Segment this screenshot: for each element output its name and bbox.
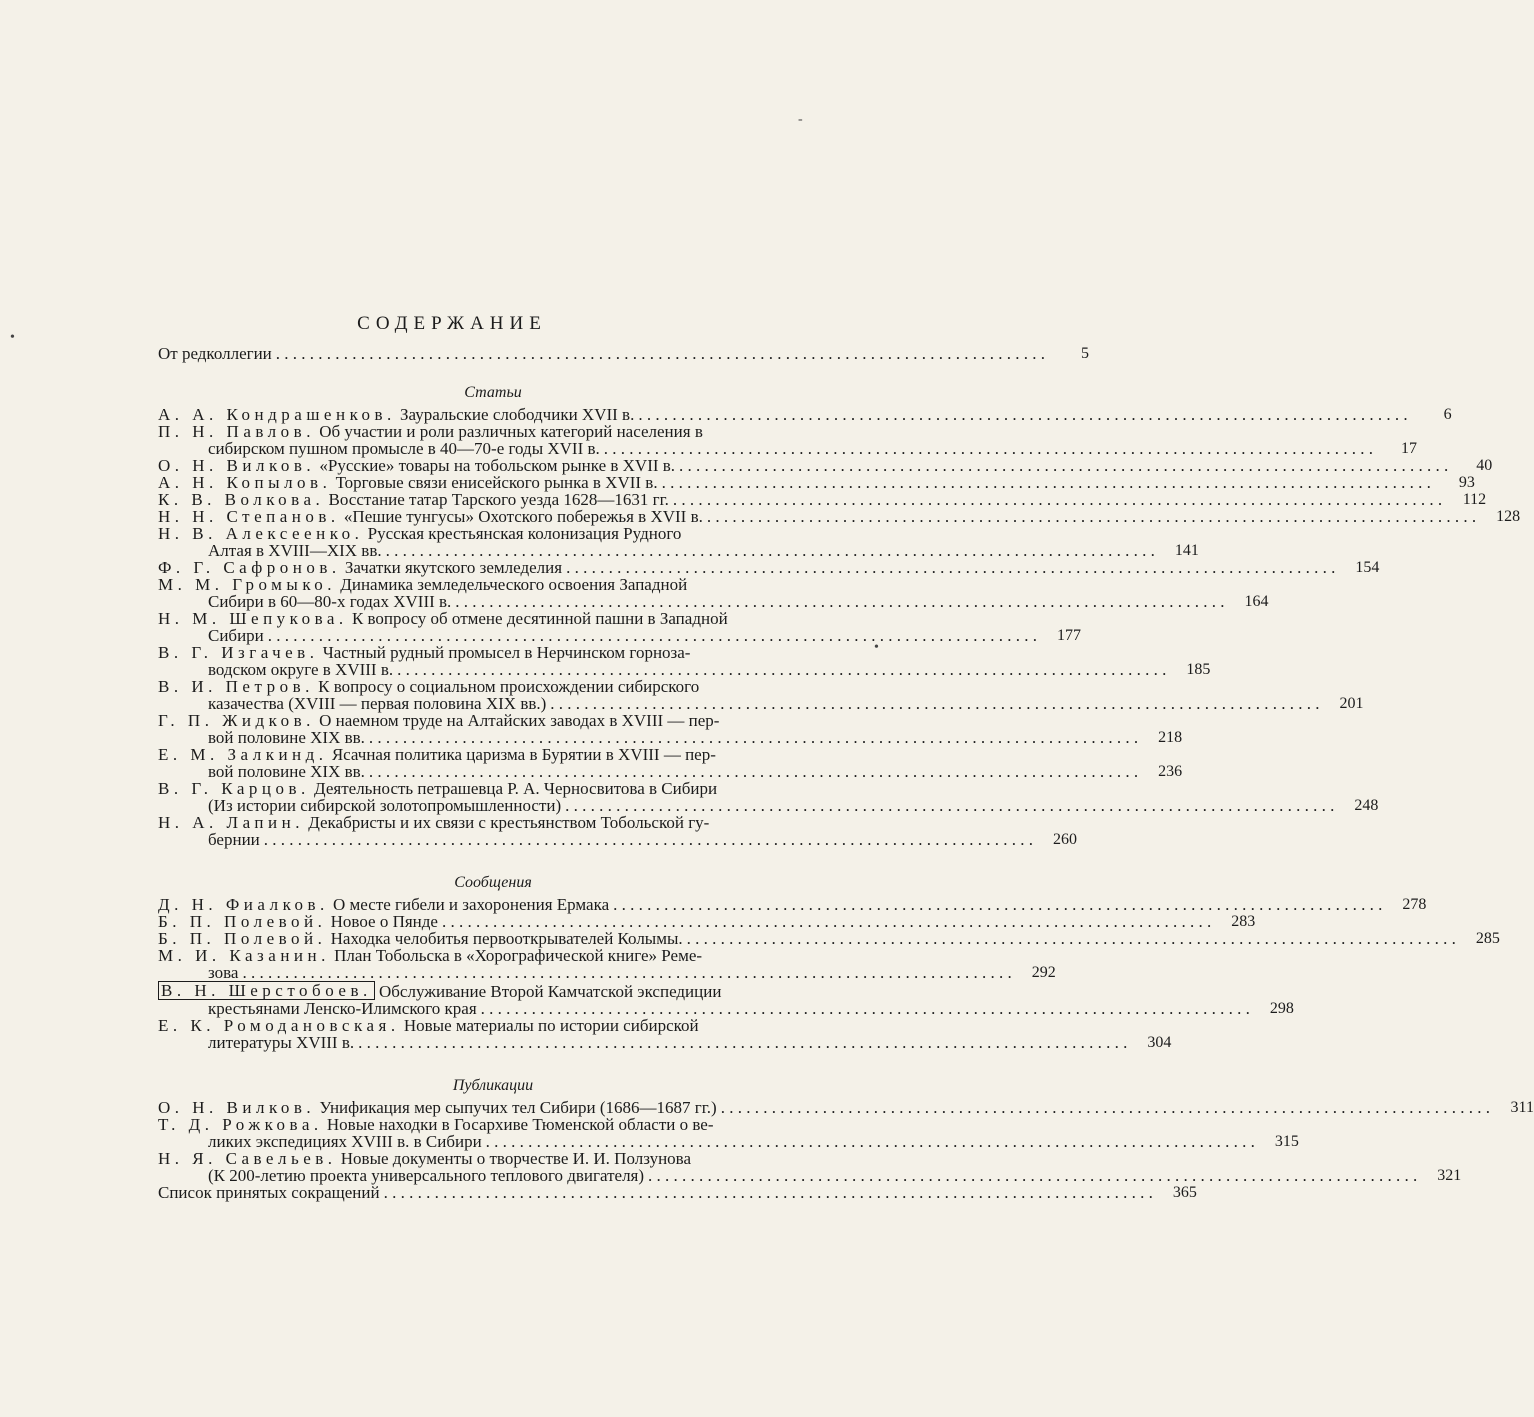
entry-author: Т. Д. Рожкова. xyxy=(158,1115,323,1134)
toc-entry xyxy=(158,1098,1534,1117)
entry-title-line: Новое о Пянде xyxy=(330,912,438,931)
entry-author: М. И. Казанин. xyxy=(158,946,330,965)
entry-title-line: Новые документы о творчестве И. И. Ползунова xyxy=(340,1149,692,1168)
toc-entry-abbreviations xyxy=(158,1183,1197,1202)
toc-entry xyxy=(158,779,1379,815)
entry-author: Н. М. Шепукова. xyxy=(158,609,348,628)
entry-title-line: Декабристы и их связи с крестьянством Тобольской гу- xyxy=(308,813,710,832)
section-heading-articles: Статьи xyxy=(464,384,522,401)
entry-title-line: ликих экспедициях XVIII в. в Сибири xyxy=(208,1132,482,1151)
entry-author: Б. П. Полевой. xyxy=(158,929,327,948)
entry-author: Г. П. Жидков. xyxy=(158,711,315,730)
page-number: 5 xyxy=(1081,345,1090,362)
entry-title: От редколлегии xyxy=(158,344,272,363)
page-title: СОДЕРЖАНИЕ xyxy=(357,313,547,334)
page-number: 177 xyxy=(1057,627,1082,644)
toc-entry xyxy=(158,1115,1299,1151)
page-number: 40 xyxy=(1476,457,1493,474)
toc-entry xyxy=(158,981,1294,1018)
entry-title-line: водском округе в XVIII в. xyxy=(208,660,394,679)
entry-title-line: Обслуживание Второй Камчатской экспедиции xyxy=(379,982,722,1001)
entry-author: В. И. Петров. xyxy=(158,677,314,696)
entry-author: Н. Н. Степанов. xyxy=(158,507,340,526)
page-number: 128 xyxy=(1496,508,1521,525)
page-number: 311 xyxy=(1510,1099,1534,1116)
entry-title-line: К вопросу об отмене десятинной пашни в Западной xyxy=(351,609,728,628)
entry-title-line: Динамика земледельческого освоения Западной xyxy=(340,575,688,594)
toc-entry xyxy=(158,813,1078,849)
entry-title-line: (К 200-летию проекта универсального теплового двигателя) xyxy=(208,1166,645,1185)
page-number: 164 xyxy=(1244,593,1269,610)
entry-author: П. Н. Павлов. xyxy=(158,422,315,441)
entry-author: К. В. Волкова. xyxy=(158,490,325,509)
entry-title-line: зова xyxy=(208,963,239,982)
entry-title-line: Зачатки якутского земледелия xyxy=(344,558,563,577)
messages-list xyxy=(158,895,1500,1052)
entry-title-line: бернии xyxy=(208,830,260,849)
toc-entry xyxy=(158,422,1418,458)
page-number: 218 xyxy=(1158,729,1183,746)
entry-title-line: Торговые связи енисейского рынка в XVII в. xyxy=(335,473,658,492)
entry-title-line: Деятельность петрашевца Р. А. Черносвитова в Сибири xyxy=(314,779,718,798)
page-number: 236 xyxy=(1158,763,1183,780)
page-number: 6 xyxy=(1443,406,1452,423)
entry-author: В. Г. Изгачев. xyxy=(158,643,319,662)
toc-entry xyxy=(158,558,1380,577)
publications-list xyxy=(158,1098,1534,1185)
entry-title-line: Сибири в 60—80-х годах XVIII в. xyxy=(208,592,452,611)
entry-title-line: (Из истории сибирской золотопромышленности) xyxy=(208,796,562,815)
toc-entry xyxy=(158,745,1183,781)
page-number: 365 xyxy=(1172,1184,1197,1201)
toc-entry xyxy=(158,609,1082,645)
section-heading-publications: Публикации xyxy=(452,1077,534,1094)
entry-title-line: О месте гибели и захоронения Ермака xyxy=(333,895,610,914)
entry-title-line: К вопросу о социальном происхождении сибирского xyxy=(318,677,700,696)
entry-title-line: вой половине XIX вв. xyxy=(208,728,365,747)
toc-entry xyxy=(158,1016,1172,1052)
entry-author: В. Н. Шерстобоев. xyxy=(158,981,375,1000)
entry-author: О. Н. Вилков. xyxy=(158,1098,316,1117)
articles-list xyxy=(158,405,1521,849)
table-of-contents xyxy=(158,344,1534,1202)
entry-author: А. Н. Копылов. xyxy=(158,473,332,492)
margin-mark: - xyxy=(798,112,803,127)
entry-author: А. А. Кондрашенков. xyxy=(158,405,396,424)
toc-entry xyxy=(158,711,1183,747)
page-number: 298 xyxy=(1269,1000,1294,1017)
toc-entry xyxy=(158,405,1452,424)
entry-title-line: Новые находки в Госархиве Тюменской области о ве- xyxy=(326,1115,714,1134)
entry-author: Д. Н. Фиалков. xyxy=(158,895,329,914)
entry-title-line: Зауральские слободчики XVII в. xyxy=(400,405,635,424)
toc-entry xyxy=(158,1149,1462,1185)
page-number: 185 xyxy=(1186,661,1211,678)
page-number: 112 xyxy=(1462,491,1487,508)
entry-title-line: Унификация мер сыпучих тел Сибири (1686—1687 гг.) xyxy=(319,1098,717,1117)
toc-entry xyxy=(158,929,1500,948)
entry-title-line: Ясачная политика царизма в Бурятии в XVIII — пер- xyxy=(331,745,716,764)
entry-author: В. Г. Карцов. xyxy=(158,779,310,798)
page-number: 248 xyxy=(1354,797,1379,814)
page-number: 283 xyxy=(1231,913,1256,930)
entry-author: М. М. Громыко. xyxy=(158,575,336,594)
entry-title: Список принятых сокращений xyxy=(158,1183,380,1202)
toc-entry xyxy=(158,912,1256,931)
page-number: 285 xyxy=(1475,930,1500,947)
page-number: 17 xyxy=(1401,440,1418,457)
toc-entry xyxy=(158,524,1199,560)
section-heading-messages: Сообщения xyxy=(454,874,532,891)
entry-title-line: Об участии и роли различных категорий населения в xyxy=(319,422,703,441)
page-number: 141 xyxy=(1174,542,1199,559)
toc-entry xyxy=(158,575,1269,611)
entry-title-line: сибирском пушном промысле в 40—70-е годы XVII в. xyxy=(208,439,600,458)
page-number: 201 xyxy=(1339,695,1364,712)
entry-title-line: вой половине XIX вв. xyxy=(208,762,365,781)
margin-mark: • xyxy=(10,330,15,345)
entry-title-line: Восстание татар Тарского уезда 1628—1631 гг. xyxy=(328,490,669,509)
toc-entry-intro xyxy=(158,344,1090,363)
entry-title-line: Новые материалы по истории сибирской xyxy=(403,1016,699,1035)
toc-entry xyxy=(158,490,1487,509)
entry-title-line: Русская крестьянская колонизация Рудного xyxy=(367,524,682,543)
entry-title-line: крестьянами Ленско-Илимского края xyxy=(208,999,477,1018)
toc-entry xyxy=(158,507,1521,526)
entry-author: Е. К. Ромодановская. xyxy=(158,1016,400,1035)
page-number: 315 xyxy=(1274,1133,1299,1150)
entry-author: Н. В. Алексеенко. xyxy=(158,524,364,543)
entry-title-line: «Русские» товары на тобольском рынке в XVII в. xyxy=(319,456,676,475)
toc-entry xyxy=(158,677,1364,713)
entry-title-line: План Тобольска в «Хорографической книге» Реме- xyxy=(334,946,703,965)
entry-author: О. Н. Вилков. xyxy=(158,456,316,475)
entry-title-line: Алтая в XVIII—XIX вв. xyxy=(208,541,382,560)
toc-entry xyxy=(158,643,1211,679)
toc-entry xyxy=(158,473,1475,492)
entry-author: Ф. Г. Сафронов. xyxy=(158,558,341,577)
entry-author: Н. Я. Савельев. xyxy=(158,1149,337,1168)
entry-title-line: Находка челобитья первооткрывателей Колымы. xyxy=(330,929,683,948)
page-number: 321 xyxy=(1437,1167,1462,1184)
toc-entry xyxy=(158,456,1493,475)
entry-title-line: «Пешие тунгусы» Охотского побережья в XVII в. xyxy=(343,507,703,526)
page-number: 93 xyxy=(1458,474,1475,491)
entry-author: Е. М. Залкинд. xyxy=(158,745,328,764)
entry-title-line: литературы XVIII в. xyxy=(208,1033,355,1052)
entry-title-line: Частный рудный промысел в Нерчинском горноза- xyxy=(322,643,691,662)
margin-mark: • xyxy=(874,640,879,655)
page-number: 304 xyxy=(1147,1034,1172,1051)
toc-entry xyxy=(158,946,1056,982)
page-number: 154 xyxy=(1355,559,1380,576)
entry-author: Н. А. Лапин. xyxy=(158,813,304,832)
page-number: 292 xyxy=(1031,964,1056,981)
entry-title-line: Сибири xyxy=(208,626,264,645)
toc-entry xyxy=(158,895,1427,914)
entry-author: Б. П. Полевой. xyxy=(158,912,327,931)
entry-title-line: казачества (XVIII — первая половина XIX вв.) xyxy=(208,694,547,713)
page-number: 260 xyxy=(1053,831,1078,848)
page-number: 278 xyxy=(1402,896,1427,913)
entry-title-line: О наемном труде на Алтайских заводах в XVIII — пер- xyxy=(319,711,720,730)
